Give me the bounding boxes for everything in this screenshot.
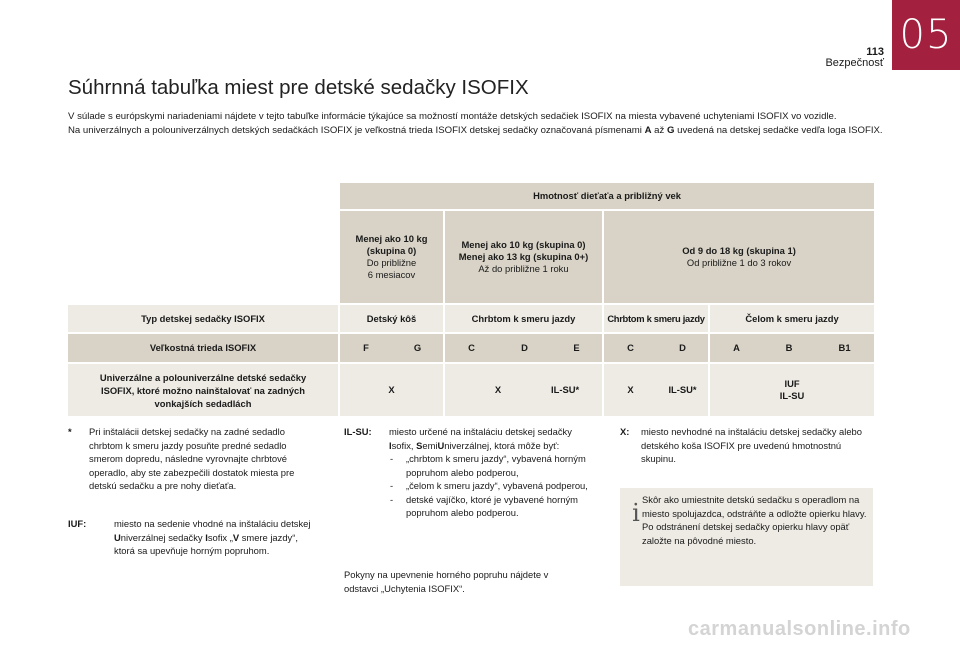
weight-age-header: Hmotnosť dieťaťa a približný vek bbox=[340, 183, 874, 209]
group-1-cell: Od 9 do 18 kg (skupina 1) Od približne 1 do 3 rokov bbox=[604, 211, 874, 303]
note-x bbox=[620, 425, 872, 466]
value-forward-facing: IUF IL-SU bbox=[710, 364, 874, 416]
type-rear-facing-1: Chrbtom k smeru jazdy bbox=[445, 305, 604, 332]
size-class-row bbox=[68, 334, 874, 362]
isofix-table bbox=[68, 183, 874, 416]
size-class-cell: C bbox=[604, 334, 657, 362]
intro-paragraph-1: V súlade s európskymi nariadeniami nájdete v tejto tabuľke informácie týkajúce sa možností montáže detských sedačiek ISOFIX na miesta vybavené uchyteniami ISOFIX vo vozidle. bbox=[68, 111, 837, 122]
value-rear-facing-2-x: X bbox=[604, 364, 657, 416]
note-label: X: bbox=[620, 426, 630, 437]
weight-groups-row bbox=[68, 211, 874, 303]
value-basket: X bbox=[340, 364, 445, 416]
size-class-cell: B bbox=[763, 334, 815, 362]
group-0-cell: Menej ako 10 kg (skupina 0) Do približne 6 mesiacov bbox=[340, 211, 445, 303]
seat-type-label: Typ detskej sedačky ISOFIX bbox=[68, 305, 340, 332]
list-item: - „chrbtom k smeru jazdy“, vybavená horným popruhom alebo podperou, bbox=[389, 452, 594, 479]
size-class-label: Veľkostná trieda ISOFIX bbox=[68, 334, 340, 362]
note-iuf bbox=[68, 517, 318, 558]
note-ilsu bbox=[344, 425, 594, 520]
note-text: Pri inštalácii detskej sedačky na zadné sedadlo chrbtom k smeru jazdy posuňte predné sedadlo smerom dopredu, následne vyrovnajte chrbtové operadlo, aby ste zabezpečili dostatok miesta pre detskú sedačku a pre nohy dieťaťa. bbox=[89, 426, 295, 491]
value-rear-facing-ilsu: IL-SU* bbox=[551, 364, 604, 416]
note-label: IUF: bbox=[68, 518, 87, 529]
size-class-cell: D bbox=[498, 334, 551, 362]
seat-type-row bbox=[68, 305, 874, 332]
seat-suitability-row bbox=[68, 364, 874, 416]
note-label: IL-SU: bbox=[344, 426, 372, 437]
info-box bbox=[620, 488, 873, 586]
note-text: miesto určené na inštaláciu detskej sedačky Isofix, SemiUniverzálnej, ktorá môže byť: - „chrbtom k smeru jazdy“, vybavená horným popruhom alebo podperou, - „čelom k smeru jazdy“, vybavená podperou, - detské vajíčko, ktoré je vybavené horným popruhom alebo podperou. bbox=[389, 425, 594, 520]
chapter-tab: 05 bbox=[892, 0, 960, 70]
size-class-cell: F bbox=[340, 334, 392, 362]
value-rear-facing-x: X bbox=[445, 364, 551, 416]
seat-position-label: Univerzálne a polouniverzálne detské sedačky ISOFIX, ktoré možno nainštalovať na zadných vonkajších sedadlách bbox=[68, 364, 340, 416]
size-class-cell: B1 bbox=[815, 334, 874, 362]
ilsu-options-list bbox=[389, 452, 594, 520]
page-title: Súhrnná tabuľka miest pre detské sedačky ISOFIX bbox=[68, 76, 529, 99]
watermark: carmanualsonline.info bbox=[688, 618, 911, 640]
note-label: * bbox=[68, 426, 72, 437]
note-asterisk bbox=[68, 425, 318, 493]
type-basket: Detský kôš bbox=[340, 305, 445, 332]
table-header-row bbox=[68, 183, 874, 209]
group-0plus-cell: Menej ako 10 kg (skupina 0) Menej ako 13 kg (skupina 0+) Až do približne 1 roku bbox=[445, 211, 604, 303]
top-tether-reference: Pokyny na upevnenie horného popruhu nájdete v odstavci „Uchytenia ISOFIX“. bbox=[344, 569, 549, 594]
info-icon: i bbox=[632, 499, 640, 527]
size-class-cell: E bbox=[551, 334, 604, 362]
note-text: miesto nevhodné na inštaláciu detskej sedačky alebo detského koša ISOFIX pre uvedenú hmotnostnú skupinu. bbox=[641, 426, 862, 464]
size-class-cell: D bbox=[657, 334, 710, 362]
value-rear-facing-2-ilsu: IL-SU* bbox=[657, 364, 710, 416]
section-name: Bezpečnosť bbox=[825, 57, 884, 69]
size-class-cell: G bbox=[392, 334, 445, 362]
page-number: 113 bbox=[866, 46, 884, 58]
size-class-cell: C bbox=[445, 334, 498, 362]
type-rear-facing-2: Chrbtom k smeru jazdy bbox=[604, 305, 710, 332]
intro-text bbox=[68, 110, 888, 137]
info-text: Skôr ako umiestnite detskú sedačku s operadlom na miesto spolujazdca, odstráňte a odložte opierku hlavy. Po odstránení detskej sedačky opierku hlavy opäť založte na pôvodné miesto. bbox=[642, 494, 867, 546]
size-class-cell: A bbox=[710, 334, 763, 362]
list-item: - „čelom k smeru jazdy“, vybavená podperou, bbox=[389, 479, 594, 493]
note-text: miesto na sedenie vhodné na inštaláciu detskej Univerzálnej sedačky Isofix „V smere jazdy“, ktorá sa upevňuje horným popruhom. bbox=[114, 518, 311, 556]
intro-paragraph-2: Na univerzálnych a polouniverzálnych detských sedačkách ISOFIX je veľkostná trieda ISOFIX detskej sedačky označovaná písmenami A až G uvedená na detskej sedačke vedľa loga ISOFIX. bbox=[68, 124, 883, 136]
list-item: - detské vajíčko, ktoré je vybavené horným popruhom alebo podperou. bbox=[389, 493, 594, 520]
type-forward-facing: Čelom k smeru jazdy bbox=[710, 305, 874, 332]
